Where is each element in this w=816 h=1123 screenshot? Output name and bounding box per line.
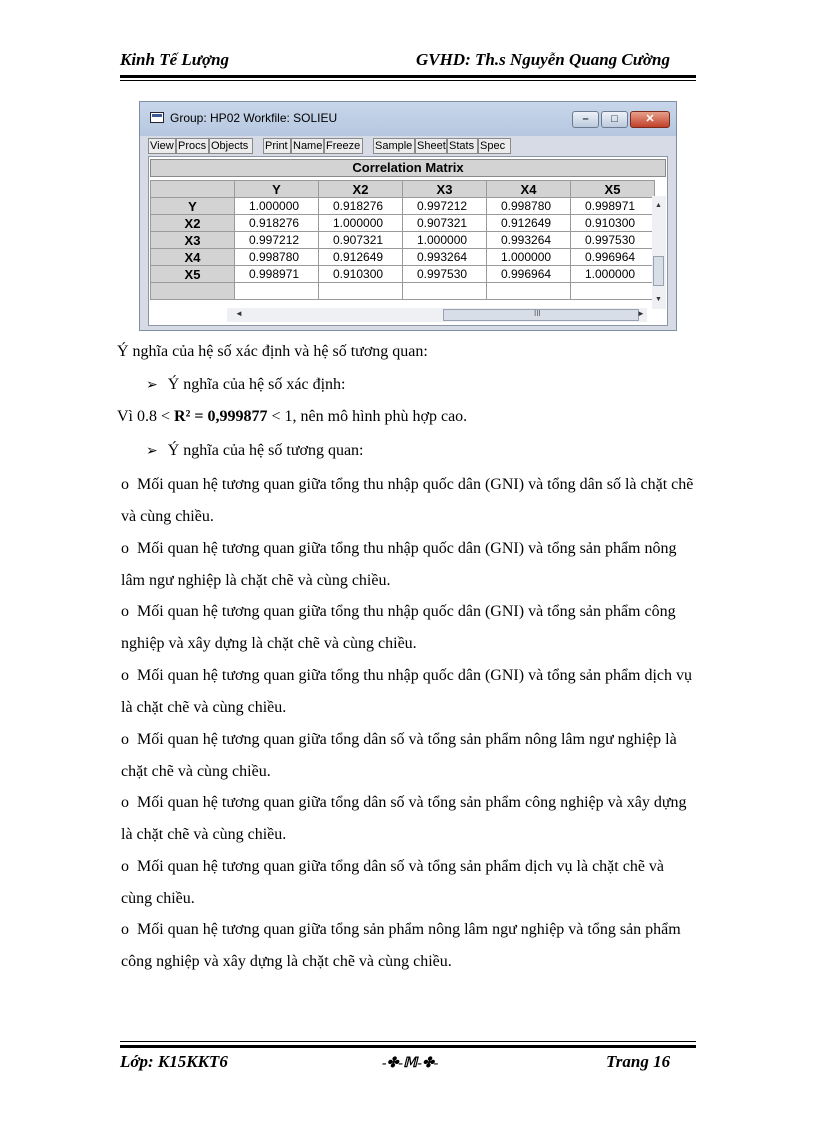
column-header[interactable]: X4 bbox=[487, 181, 571, 198]
toolbar-freeze-button[interactable]: Freeze bbox=[324, 138, 363, 154]
circle-bullet-icon: o bbox=[121, 858, 129, 875]
table-cell[interactable]: 1.000000 bbox=[403, 232, 487, 249]
table-cell[interactable]: 1.000000 bbox=[319, 215, 403, 232]
subheading-determination bbox=[146, 376, 345, 394]
table-corner bbox=[151, 181, 235, 198]
column-header[interactable]: Y bbox=[235, 181, 319, 198]
table-cell[interactable]: 0.997530 bbox=[403, 266, 487, 283]
table-cell[interactable]: 1.000000 bbox=[235, 198, 319, 215]
header-rule-thin bbox=[120, 80, 696, 81]
correlation-item bbox=[121, 851, 697, 915]
table-cell[interactable]: 1.000000 bbox=[571, 266, 655, 283]
table-cell[interactable]: 0.918276 bbox=[319, 198, 403, 215]
footer-page-number: Trang 16 bbox=[606, 1052, 671, 1071]
toolbar-sample-button[interactable]: Sample bbox=[373, 138, 415, 154]
table-row bbox=[151, 266, 655, 283]
column-header[interactable]: X3 bbox=[403, 181, 487, 198]
correlation-item-text: Mối quan hệ tương quan giữa tổng sản phẩm nông lâm ngư nghiệp và tổng sản phẩm công nghiệp và xây dựng là chặt chẽ và cùng chiều. bbox=[121, 921, 681, 970]
table-cell-empty[interactable] bbox=[319, 283, 403, 300]
table-header-row bbox=[151, 181, 655, 198]
table-cell[interactable]: 0.998780 bbox=[487, 198, 571, 215]
correlation-item bbox=[121, 533, 697, 597]
header-advisor: GVHD: Th.s Nguyễn Quang Cường bbox=[415, 50, 670, 69]
correlation-item bbox=[121, 469, 697, 533]
circle-bullet-icon: o bbox=[121, 794, 129, 811]
table-cell[interactable]: 0.910300 bbox=[319, 266, 403, 283]
horizontal-scroll-thumb[interactable] bbox=[443, 309, 639, 321]
spreadsheet-view[interactable] bbox=[148, 156, 668, 326]
row-header-empty[interactable] bbox=[151, 283, 235, 300]
toolbar-name-button[interactable]: Name bbox=[293, 140, 323, 152]
minimize-icon: – bbox=[582, 113, 589, 125]
table-cell[interactable]: 0.998780 bbox=[235, 249, 319, 266]
vertical-scrollbar[interactable] bbox=[652, 196, 666, 309]
table-cell[interactable]: 0.997530 bbox=[571, 232, 655, 249]
correlation-item-text: Mối quan hệ tương quan giữa tổng dân số và tổng sản phẩm công nghiệp và xây dựng là chặt chẽ và cùng chiều. bbox=[121, 794, 687, 843]
footer-rule-thin bbox=[120, 1041, 696, 1042]
scroll-down-icon[interactable]: ▼ bbox=[655, 296, 662, 303]
row-header[interactable]: X5 bbox=[151, 266, 235, 283]
table-cell[interactable]: 0.918276 bbox=[235, 215, 319, 232]
table-cell[interactable]: 0.907321 bbox=[403, 215, 487, 232]
scroll-left-icon[interactable]: ◄ bbox=[235, 309, 243, 318]
toolbar-objects-button[interactable]: Objects bbox=[209, 138, 253, 154]
correlation-item-text: Mối quan hệ tương quan giữa tổng dân số và tổng sản phẩm dịch vụ là chặt chẽ và cùng chiều. bbox=[121, 858, 665, 907]
correlation-table bbox=[150, 180, 655, 300]
subheading-correlation-text: Ý nghĩa của hệ số tương quan: bbox=[167, 442, 364, 459]
footer-rule bbox=[120, 1045, 696, 1048]
window-titlebar[interactable] bbox=[140, 102, 676, 136]
correlation-item bbox=[121, 596, 697, 660]
page-header bbox=[120, 50, 696, 74]
r-squared-value: R² = 0,999877 bbox=[174, 408, 268, 425]
minimize-button[interactable] bbox=[572, 111, 599, 128]
subheading-correlation bbox=[146, 442, 364, 460]
table-cell-empty[interactable] bbox=[235, 283, 319, 300]
scroll-up-icon[interactable]: ▲ bbox=[655, 202, 662, 209]
correlation-item bbox=[121, 914, 697, 978]
correlation-item-text: Mối quan hệ tương quan giữa tổng thu nhập quốc dân (GNI) và tổng dân số là chặt chẽ và cùng chiều. bbox=[121, 476, 694, 525]
table-cell[interactable]: 0.910300 bbox=[571, 215, 655, 232]
scroll-grip-icon: III bbox=[534, 309, 541, 318]
correlation-item bbox=[121, 724, 697, 788]
correlation-item-text: Mối quan hệ tương quan giữa tổng thu nhập quốc dân (GNI) và tổng sản phẩm công nghiệp và xây dựng là chặt chẽ và cùng chiều. bbox=[121, 603, 676, 652]
row-header[interactable]: X4 bbox=[151, 249, 235, 266]
toolbar-view-button[interactable]: View bbox=[148, 138, 176, 154]
row-header[interactable]: Y bbox=[151, 198, 235, 215]
equation-suffix: < 1, nên mô hình phù hợp cao. bbox=[271, 408, 468, 425]
close-button[interactable] bbox=[630, 111, 670, 128]
table-cell[interactable]: 0.996964 bbox=[487, 266, 571, 283]
maximize-button[interactable] bbox=[601, 111, 628, 128]
close-icon: ✕ bbox=[645, 113, 655, 125]
scroll-right-icon[interactable]: ► bbox=[637, 309, 645, 318]
table-cell-empty[interactable] bbox=[487, 283, 571, 300]
correlation-item-text: Mối quan hệ tương quan giữa tổng thu nhập quốc dân (GNI) và tổng sản phẩm dịch vụ là chặt chẽ và cùng chiều. bbox=[121, 667, 693, 716]
circle-bullet-icon: o bbox=[121, 540, 129, 557]
table-cell[interactable]: 0.912649 bbox=[319, 249, 403, 266]
window-title: Group: HP02 Workfile: SOLIEU bbox=[170, 111, 338, 125]
table-cell-empty[interactable] bbox=[571, 283, 655, 300]
toolbar-sheet-button[interactable]: Sheet bbox=[417, 140, 446, 152]
toolbar-procs-button[interactable]: Procs bbox=[176, 138, 209, 154]
maximize-icon: □ bbox=[611, 113, 618, 125]
row-header[interactable]: X3 bbox=[151, 232, 235, 249]
toolbar-stats-button[interactable]: Stats bbox=[447, 138, 478, 154]
correlation-item bbox=[121, 787, 697, 851]
circle-bullet-icon: o bbox=[121, 603, 129, 620]
circle-bullet-icon: o bbox=[121, 667, 129, 684]
header-course: Kinh Tế Lượng bbox=[120, 50, 230, 69]
table-cell[interactable]: 0.997212 bbox=[235, 232, 319, 249]
circle-bullet-icon: o bbox=[121, 731, 129, 748]
r2-equation-line bbox=[117, 408, 467, 426]
table-row bbox=[151, 232, 655, 249]
table-row bbox=[151, 215, 655, 232]
vertical-scroll-thumb[interactable] bbox=[653, 256, 664, 286]
table-cell[interactable]: 0.912649 bbox=[487, 215, 571, 232]
circle-bullet-icon: o bbox=[121, 476, 129, 493]
section-heading: Ý nghĩa của hệ số xác định và hệ số tương quan: bbox=[117, 343, 428, 360]
header-rule bbox=[120, 75, 696, 78]
toolbar-print-button[interactable]: Print bbox=[263, 138, 291, 154]
correlation-item bbox=[121, 660, 697, 724]
horizontal-scrollbar[interactable] bbox=[227, 308, 647, 322]
correlation-item-text: Mối quan hệ tương quan giữa tổng dân số và tổng sản phẩm nông lâm ngư nghiệp là chặt chẽ và cùng chiều. bbox=[121, 731, 677, 780]
circle-bullet-icon: o bbox=[121, 921, 129, 938]
toolbar-spec-button[interactable]: Spec bbox=[478, 138, 511, 154]
arrow-bullet-icon: ➢ bbox=[146, 378, 158, 393]
footer-class: Lớp: K15KKT6 bbox=[120, 1052, 228, 1071]
table-cell[interactable]: 0.993264 bbox=[487, 232, 571, 249]
table-row-empty bbox=[151, 283, 655, 300]
table-cell-empty[interactable] bbox=[403, 283, 487, 300]
table-row bbox=[151, 198, 655, 215]
matrix-title: Correlation Matrix bbox=[150, 159, 666, 177]
table-cell[interactable]: 0.907321 bbox=[319, 232, 403, 249]
table-cell[interactable]: 0.997212 bbox=[403, 198, 487, 215]
table-cell[interactable]: 0.993264 bbox=[403, 249, 487, 266]
column-header[interactable]: X5 bbox=[571, 181, 655, 198]
table-row bbox=[151, 249, 655, 266]
footer-ornament: -✤-𝕄-✤- bbox=[382, 1056, 439, 1071]
table-cell[interactable]: 0.998971 bbox=[235, 266, 319, 283]
correlation-item-text: Mối quan hệ tương quan giữa tổng thu nhập quốc dân (GNI) và tổng sản phẩm nông lâm ngư nghiệp là chặt chẽ và cùng chiều. bbox=[121, 540, 677, 589]
window-app-icon bbox=[150, 112, 164, 123]
equation-prefix: Vì 0.8 < bbox=[117, 408, 171, 425]
column-header[interactable]: X2 bbox=[319, 181, 403, 198]
table-cell[interactable]: 0.998971 bbox=[571, 198, 655, 215]
eviews-group-window bbox=[139, 101, 677, 331]
arrow-bullet-icon: ➢ bbox=[146, 444, 158, 459]
row-header[interactable]: X2 bbox=[151, 215, 235, 232]
subheading-determination-text: Ý nghĩa của hệ số xác định: bbox=[167, 376, 346, 393]
table-cell[interactable]: 0.996964 bbox=[571, 249, 655, 266]
table-cell[interactable]: 1.000000 bbox=[487, 249, 571, 266]
